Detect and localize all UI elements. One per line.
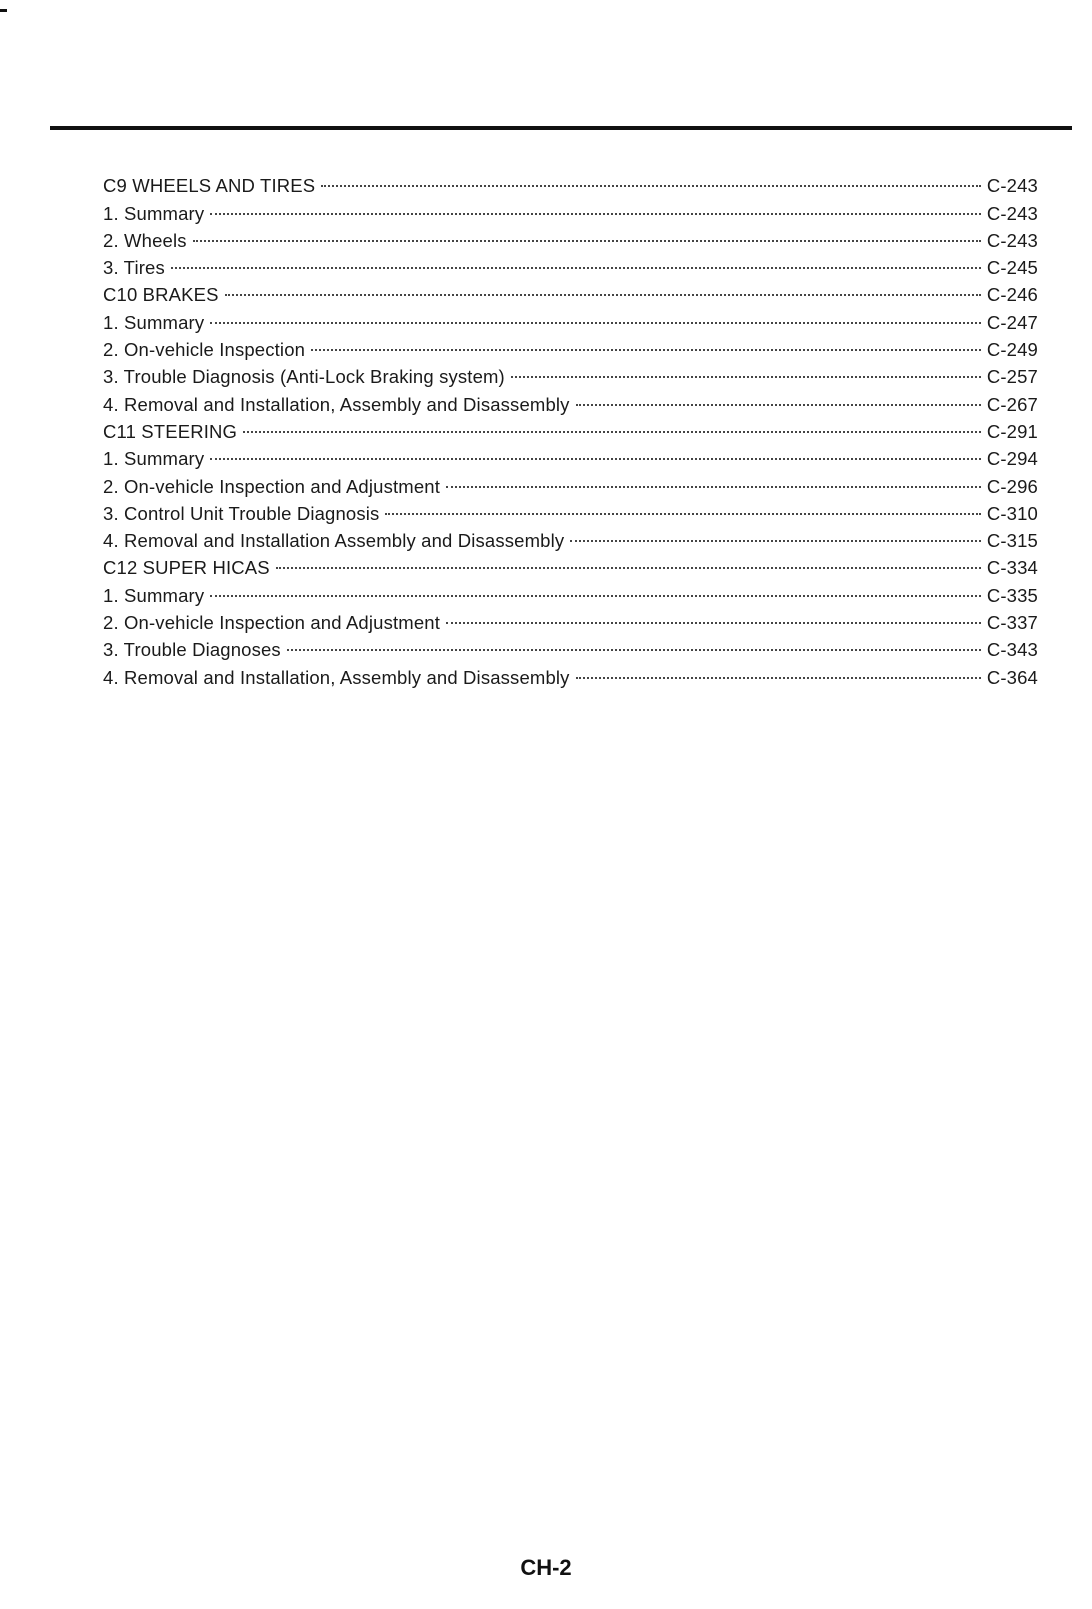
- dot-leader: [321, 165, 981, 192]
- toc-entry-title: 1. Summary: [103, 448, 205, 470]
- toc-entry-c11: [103, 411, 1038, 442]
- toc-entry-page: C-343: [986, 639, 1038, 661]
- toc-entry-title: 2. On-vehicle Inspection: [103, 339, 306, 361]
- toc-entry-title: 3. Tires: [103, 257, 165, 279]
- toc-entry-title: C12 SUPER HICAS: [103, 557, 270, 579]
- dot-leader: [385, 493, 980, 520]
- dot-leader: [243, 411, 981, 438]
- toc-entry-title: 3. Trouble Diagnosis (Anti-Lock Braking system): [103, 366, 505, 388]
- toc-entry: [103, 192, 1038, 224]
- dot-leader: [570, 520, 981, 547]
- header-rule: [50, 126, 1072, 130]
- dot-leader: [276, 547, 981, 574]
- dot-leader: [446, 602, 981, 629]
- toc-entry-page: C-294: [986, 448, 1038, 470]
- dot-leader: [511, 356, 981, 383]
- toc-entry-page: C-364: [986, 666, 1038, 688]
- toc-entry-title: 2. On-vehicle Inspection and Adjustment: [103, 612, 440, 634]
- toc-entry: [103, 220, 1038, 251]
- toc-entry: [103, 465, 1038, 497]
- dot-leader: [576, 656, 981, 683]
- toc-entry-page: C-243: [986, 229, 1038, 251]
- dot-leader: [287, 629, 981, 656]
- dot-leader: [210, 438, 981, 465]
- toc-entry: [103, 247, 1038, 279]
- dot-leader: [446, 465, 981, 492]
- toc-entry-page: C-249: [986, 339, 1038, 361]
- toc-entry-page: C-246: [986, 284, 1038, 306]
- toc-entry-page: C-245: [986, 257, 1038, 279]
- toc-entry-page: C-310: [986, 502, 1038, 524]
- corner-mark: [0, 9, 7, 12]
- toc-entry: [103, 438, 1038, 470]
- toc-entry-page: C-243: [986, 175, 1038, 197]
- dot-leader: [210, 192, 981, 219]
- toc-entry-page: C-257: [986, 366, 1038, 388]
- toc-entry-page: C-243: [986, 202, 1038, 224]
- dot-leader: [210, 301, 981, 328]
- toc-entry-title: 2. Wheels: [103, 229, 187, 251]
- page-number: CH-2: [520, 1555, 572, 1580]
- toc-entry-title: 1. Summary: [103, 202, 205, 224]
- toc-entry-title: C9 WHEELS AND TIRES: [103, 175, 316, 197]
- dot-leader: [576, 383, 981, 410]
- toc-entry-title: 4. Removal and Installation Assembly and Disassembly: [103, 530, 565, 552]
- toc-entry: [103, 301, 1038, 333]
- toc-entry-title: C10 BRAKES: [103, 284, 219, 306]
- toc-entry-title: 1. Summary: [103, 311, 205, 333]
- toc-entry-c10: [103, 274, 1038, 306]
- toc-entry: [103, 602, 1038, 634]
- toc-entry-page: C-291: [986, 420, 1038, 442]
- toc-entry: [103, 574, 1038, 606]
- toc-entry-c9: [103, 165, 1038, 197]
- toc-entry: [103, 329, 1038, 361]
- dot-leader: [311, 329, 981, 356]
- toc-entry-title: 2. On-vehicle Inspection and Adjustment: [103, 475, 440, 497]
- toc-entry-title: 1. Summary: [103, 584, 205, 606]
- toc-entry-title: 3. Control Unit Trouble Diagnosis: [103, 502, 380, 524]
- toc-entry-title: 4. Removal and Installation, Assembly and Disassembly: [103, 666, 570, 688]
- dot-leader: [225, 274, 981, 301]
- toc-entry-page: C-267: [986, 393, 1038, 415]
- toc-entry-title: 3. Trouble Diagnoses: [103, 639, 281, 661]
- toc-entry-page: C-315: [986, 530, 1038, 552]
- toc-entry-title: 4. Removal and Installation, Assembly and Disassembly: [103, 393, 570, 415]
- toc-entry-page: C-335: [986, 584, 1038, 606]
- toc-entry-page: C-334: [986, 557, 1038, 579]
- dot-leader: [210, 574, 981, 601]
- dot-leader: [193, 220, 981, 247]
- dot-leader: [171, 247, 981, 274]
- toc-entry-page: C-247: [986, 311, 1038, 333]
- table-of-contents: [103, 165, 1038, 688]
- toc-entry-page: C-296: [986, 475, 1038, 497]
- toc-entry-page: C-337: [986, 612, 1038, 634]
- toc-entry-title: C11 STEERING: [103, 420, 238, 442]
